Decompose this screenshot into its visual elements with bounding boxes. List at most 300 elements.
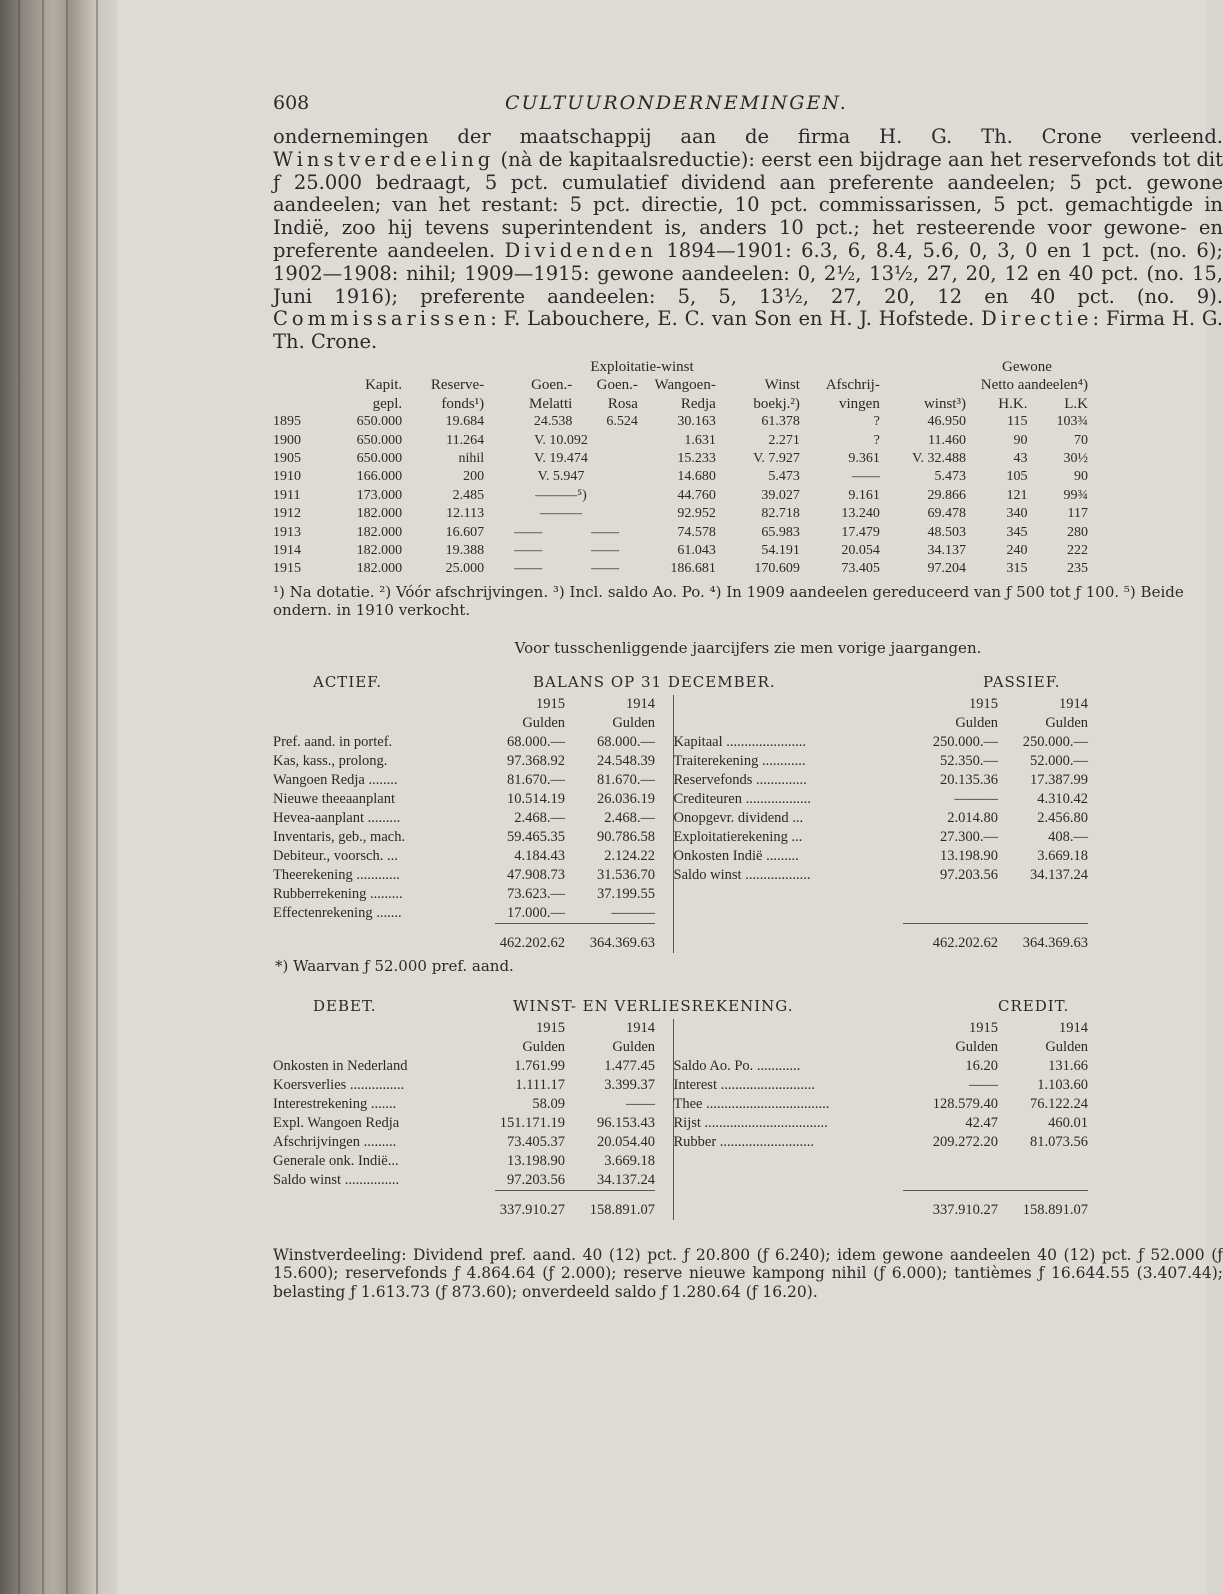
table-cell: ——: [591, 524, 620, 540]
amount-1915: 27.300.—: [940, 828, 998, 845]
exploitation-row: [273, 505, 1088, 523]
running-title: CULTUURONDERNEMINGEN.: [505, 92, 848, 114]
empty-cell: [998, 1171, 1088, 1191]
table-cell: ——: [514, 543, 543, 559]
column-divider: [655, 847, 673, 866]
line-item-label: Kapitaal ......................: [673, 733, 806, 750]
exploitation-table: [273, 358, 1088, 579]
table-cell: V. 10.092: [534, 432, 588, 448]
amount-1914: 76.122.24: [1030, 1095, 1088, 1112]
table-cell: 5.473: [768, 469, 800, 485]
line-item-label: Generale onk. Indië...: [273, 1152, 399, 1169]
amount-1915: 97.203.56: [940, 866, 998, 883]
col-header: Reserve-: [430, 377, 485, 394]
table-cell: 170.609: [754, 561, 800, 577]
unit-label: Gulden: [1045, 1038, 1088, 1055]
year-1915: 1915: [969, 1019, 998, 1036]
table-cell: 16.607: [445, 524, 485, 540]
table-cell: 74.578: [677, 524, 716, 540]
table-cell: 182.000: [356, 506, 403, 522]
exploitation-header-row-1: [273, 376, 1088, 394]
pnl-rows: [273, 1057, 1088, 1191]
amount-1914: 3.669.18: [604, 1152, 655, 1169]
total-1914: 158.891.07: [565, 1190, 655, 1220]
pnl-table: [273, 1019, 1088, 1220]
intro-paragraph: [273, 126, 1223, 354]
commissarissen-label: Commissarissen: [273, 307, 491, 331]
year-1915: 1915: [969, 695, 998, 712]
column-divider: [655, 1152, 673, 1171]
amount-1914: 81.670.—: [597, 771, 655, 788]
column-divider: [655, 1057, 673, 1076]
col-header: Melatti: [528, 395, 573, 412]
amount-1915: 73.405.37: [507, 1133, 565, 1150]
line-item-label: Expl. Wangoen Redja: [273, 1114, 400, 1131]
table-cell: 48.503: [927, 524, 966, 540]
amount-1914: 34.137.24: [597, 1171, 655, 1188]
amount-1914: 17.387.99: [1030, 771, 1088, 788]
tusschenliggende-note: Voor tusschenliggende jaarcijfers zie men vorige jaargangen.: [514, 638, 982, 657]
line-item-label: Interest ..........................: [673, 1076, 815, 1093]
table-cell: 345: [1006, 524, 1028, 540]
column-divider: [655, 904, 673, 924]
statement-row: [273, 752, 1088, 771]
table-cell: 235: [1067, 561, 1088, 577]
total-1914: 364.369.63: [998, 923, 1088, 953]
balance-totals-row: [273, 923, 1088, 953]
amount-1915: 16.20: [965, 1057, 998, 1074]
col-header: vingen: [839, 395, 880, 412]
line-item-label: Wangoen Redja ........: [273, 771, 398, 788]
col-header: boekj.²): [753, 395, 800, 412]
col-header: winst³): [923, 395, 966, 412]
unit-label: Gulden: [955, 1038, 998, 1055]
year-1914: 1914: [626, 1019, 655, 1036]
table-cell: 650.000: [356, 451, 403, 466]
line-item-label: Pref. aand. in portef.: [273, 733, 393, 750]
line-item-label: Koersverlies ...............: [273, 1076, 405, 1093]
col-header: Goen.-: [596, 377, 638, 394]
pnl-unit-row: [273, 1038, 1088, 1057]
col-header: Wangoen-: [654, 377, 716, 394]
table-cell: 1900: [273, 432, 301, 448]
amount-1914: 68.000.—: [597, 733, 655, 750]
book-page: [118, 0, 1223, 1594]
debet-title: DEBET.: [313, 996, 377, 1015]
col-header: Afschrij-: [825, 377, 880, 394]
exploitation-group-row: [273, 358, 1088, 376]
directie-label: Directie: [981, 307, 1093, 331]
exploitation-row: [273, 413, 1088, 431]
exploitation-row: [273, 542, 1088, 560]
unit-label: Gulden: [612, 714, 655, 731]
empty-cell: [998, 904, 1088, 924]
table-cell: ?: [873, 414, 880, 430]
column-divider: [655, 809, 673, 828]
table-cell: 70: [1074, 432, 1088, 448]
amount-1914: 96.153.43: [597, 1114, 655, 1131]
amount-1914: 1.477.45: [604, 1057, 655, 1074]
amount-1915: 59.465.35: [507, 828, 565, 845]
year-1915: 1915: [536, 1019, 565, 1036]
dividenden-label: Dividenden: [504, 238, 657, 262]
amount-1914: 24.548.39: [597, 752, 655, 769]
exploitation-header-row-2: [273, 395, 1088, 413]
amount-1914: 4.310.42: [1037, 790, 1088, 807]
table-cell: 19.388: [445, 543, 485, 559]
balance-unit-row: [273, 714, 1088, 733]
table-cell: 44.760: [677, 487, 716, 503]
amount-1914: 31.536.70: [597, 866, 655, 883]
amount-1915: 209.272.20: [932, 1133, 998, 1150]
line-item-label: Exploitatierekening ...: [673, 828, 803, 845]
table-cell: 1912: [273, 506, 301, 522]
table-cell: 1.631: [684, 432, 716, 448]
col-header: gepl.: [372, 395, 403, 412]
table-cell: 30.163: [677, 414, 716, 430]
line-item-label: Onkosten Indië .........: [673, 847, 799, 864]
table-cell: ——: [514, 524, 543, 540]
unit-label: Gulden: [1045, 714, 1088, 731]
page-content: [273, 92, 1223, 1301]
table-cell: ——: [851, 469, 880, 485]
exploitation-row: [273, 487, 1088, 505]
amount-1914: 90.786.58: [597, 828, 655, 845]
table-cell: 92.952: [677, 506, 716, 522]
empty-cell: [903, 904, 998, 924]
line-item-label: Kas, kass., prolong.: [273, 752, 388, 769]
balance-footnote: *) Waarvan ƒ 52.000 pref. aand.: [275, 956, 514, 975]
table-cell: 182.000: [356, 561, 403, 577]
empty-cell: [998, 1152, 1088, 1171]
statement-row: [273, 828, 1088, 847]
amount-1915: 151.171.19: [499, 1114, 565, 1131]
running-header: [273, 92, 1223, 126]
table-cell: 1915: [273, 561, 301, 577]
balance-title: BALANS OP 31 DECEMBER.: [533, 672, 776, 691]
intro-text-3: 1894—1901: 6.3, 6, 8.4, 5.6, 0, 3, 0 en 1 pct. (no. 6); 1902—1908: nihil; 1909—1915: gewone aandeelen: 0, 2½, 13½, 27, 20, 12 en 40 pct. (no. 15, Juni 1916); preferente aandeelen: 5, 5, 13½, 27, 20, 12 en 40 pct. (no. 9).: [273, 238, 1223, 308]
line-item-label: Debiteur., voorsch. ...: [273, 847, 398, 864]
amount-1914: 34.137.24: [1030, 866, 1088, 883]
line-item-label: Hevea-aanplant .........: [273, 809, 401, 826]
column-divider: [655, 1133, 673, 1152]
column-divider: [655, 866, 673, 885]
table-cell: 30½: [1063, 451, 1088, 466]
table-cell: 1910: [273, 469, 301, 485]
empty-cell: [673, 1171, 903, 1191]
table-cell: ——: [591, 543, 620, 559]
pnl-heading: [273, 997, 1223, 1019]
exploitation-footnotes: ¹) Na dotatie. ²) Vóór afschrijvingen. ³) Incl. saldo Ao. Po. ⁴) In 1909 aandeelen gereduceerd van ƒ 500 tot ƒ 100. ⁵) Beide ondern. in 1910 verkocht.: [273, 582, 1184, 619]
column-divider: [655, 1171, 673, 1191]
intro-text-1: ondernemingen der maatschappij aan de firma H. G. Th. Crone verleend.: [273, 125, 1223, 148]
col-header: fonds¹): [441, 395, 485, 412]
statement-row: [273, 904, 1088, 924]
table-cell: 39.027: [761, 487, 800, 503]
table-cell: 340: [1006, 506, 1028, 522]
amount-1914: 3.669.18: [1037, 847, 1088, 864]
table-cell: 9.161: [848, 487, 880, 503]
table-cell: 61.378: [761, 414, 800, 430]
col-header: Rosa: [607, 395, 638, 412]
amount-1915: 13.198.90: [507, 1152, 565, 1169]
column-divider: [655, 771, 673, 790]
table-cell: 17.479: [841, 524, 880, 540]
amount-1914: 2.124.22: [604, 847, 655, 864]
table-cell: 25.000: [445, 561, 485, 577]
empty-cell: [998, 885, 1088, 904]
table-cell: 5.473: [934, 469, 966, 485]
statement-row: [273, 1133, 1088, 1152]
table-cell: 90: [1074, 469, 1088, 485]
table-cell: 12.113: [446, 506, 485, 522]
line-item-label: Onkosten in Nederland: [273, 1057, 408, 1074]
line-item-label: Traiterekening ............: [673, 752, 806, 769]
column-divider: [655, 1076, 673, 1095]
column-divider: [655, 1095, 673, 1114]
statement-row: [273, 771, 1088, 790]
table-cell: 14.680: [677, 469, 716, 485]
table-cell: V. 5.947: [537, 469, 585, 485]
table-cell: 11.264: [446, 432, 485, 448]
table-cell: 650.000: [356, 414, 403, 430]
group-label-exploitatie: Exploitatie-winst: [590, 358, 694, 375]
amount-1914: ———: [611, 904, 655, 921]
amount-1915: 81.670.—: [507, 771, 565, 788]
table-cell: 61.043: [677, 543, 716, 559]
table-cell: 82.718: [761, 506, 800, 522]
table-cell: 2.271: [768, 432, 800, 448]
group-label-gewone: Gewone: [1001, 358, 1052, 375]
line-item-label: Saldo Ao. Po. ............: [673, 1057, 801, 1074]
unit-label: Gulden: [522, 1038, 565, 1055]
total-1915: 462.202.62: [495, 923, 565, 953]
line-item-label: Afschrijvingen .........: [273, 1133, 397, 1150]
table-cell: 182.000: [356, 543, 403, 559]
col-header: L.K: [1064, 395, 1088, 412]
column-divider: [655, 790, 673, 809]
col-header: Redja: [680, 395, 716, 412]
line-item-label: Inventaris, geb., mach.: [273, 828, 406, 845]
table-cell: 34.137: [927, 543, 966, 559]
amount-1914: 2.468.—: [604, 809, 655, 826]
exploitation-row: [273, 468, 1088, 486]
table-cell: 69.478: [927, 506, 966, 522]
empty-cell: [903, 1152, 998, 1171]
table-cell: 15.233: [677, 451, 716, 466]
statement-row: [273, 733, 1088, 752]
statement-row: [273, 847, 1088, 866]
statement-row: [273, 1171, 1088, 1191]
pnl-title: WINST- EN VERLIESREKENING.: [513, 996, 794, 1015]
table-cell: 315: [1006, 561, 1028, 577]
line-item-label: Interestrekening .......: [273, 1095, 397, 1112]
table-cell: 6.524: [606, 414, 638, 430]
table-cell: 90: [1013, 432, 1028, 448]
line-item-label: Saldo winst ..................: [673, 866, 811, 883]
table-cell: 166.000: [356, 469, 403, 485]
table-cell: 54.191: [761, 543, 800, 559]
empty-cell: [673, 885, 903, 904]
amount-1915: 1.761.99: [514, 1057, 565, 1074]
amount-1914: 52.000.—: [1030, 752, 1088, 769]
statement-row: [273, 1057, 1088, 1076]
statement-row: [273, 1095, 1088, 1114]
actief-title: ACTIEF.: [313, 672, 383, 691]
table-cell: 20.054: [841, 543, 880, 559]
empty-cell: [673, 904, 903, 924]
line-item-label: Crediteuren ..................: [673, 790, 811, 807]
amount-1914: 460.01: [1048, 1114, 1088, 1131]
col-header: Goen.-: [531, 377, 573, 394]
line-item-label: Rubber ..........................: [673, 1133, 815, 1150]
line-item-label: Rijst ..................................: [673, 1114, 828, 1131]
amount-1915: 97.203.56: [507, 1171, 565, 1188]
amount-1914: 1.103.60: [1037, 1076, 1088, 1093]
table-cell: 200: [463, 469, 485, 485]
book-edge: [0, 0, 118, 1594]
balance-table: [273, 695, 1088, 953]
statement-row: [273, 866, 1088, 885]
amount-1915: 58.09: [532, 1095, 565, 1112]
amount-1915: 128.579.40: [932, 1095, 998, 1112]
table-cell: nihil: [458, 451, 485, 466]
table-cell: 186.681: [670, 561, 716, 577]
empty-cell: [903, 1171, 998, 1191]
amount-1915: 1.111.17: [515, 1076, 565, 1093]
statement-row: [273, 1152, 1088, 1171]
statement-row: [273, 1114, 1088, 1133]
exploitation-row: [273, 450, 1088, 468]
table-cell: ———⁵): [535, 487, 587, 503]
total-1914: 158.891.07: [998, 1190, 1088, 1220]
column-divider: [655, 828, 673, 847]
amount-1915: 42.47: [965, 1114, 998, 1131]
intro-text-5: : Firma H. G. Th. Crone.: [273, 307, 1223, 354]
table-cell: 1895: [273, 414, 301, 430]
pnl-totals-row: [273, 1190, 1088, 1220]
table-cell: 46.950: [927, 414, 966, 430]
table-cell: 97.204: [927, 561, 966, 577]
table-cell: 1911: [273, 487, 301, 503]
col-header: Kapit.: [365, 377, 403, 394]
table-cell: 1914: [273, 543, 301, 559]
credit-title: CREDIT.: [998, 996, 1070, 1015]
amount-1914: 26.036.19: [597, 790, 655, 807]
amount-1915: 97.368.92: [507, 752, 565, 769]
table-cell: ——: [591, 561, 620, 577]
line-item-label: Reservefonds ..............: [673, 771, 807, 788]
year-1915: 1915: [536, 695, 565, 712]
table-cell: 19.684: [445, 414, 485, 430]
passief-title: PASSIEF.: [983, 672, 1061, 691]
year-1914: 1914: [626, 695, 655, 712]
intro-text-2: (nà de kapitaalsreductie): eerst een bijdrage aan het reservefonds tot dit ƒ 25.000 bedraagt, 5 pct. cumulatief dividend aan preferente aandeelen; 5 pct. gewone aandeelen; van het restant: 5 pct. directie, 10 pct. commissarissen, 5 pct. gemachtigde in Indië, zoo hij tevens superintendent is, anders 10 pct.; het resteerende voor gewone- en preferente aandeelen.: [273, 147, 1223, 262]
table-cell: V. 19.474: [534, 451, 588, 466]
amount-1914: 37.199.55: [597, 885, 655, 902]
col-header: Winst: [764, 377, 800, 394]
line-item-label: Nieuwe theeaanplant: [273, 790, 395, 807]
column-divider: [655, 885, 673, 904]
pnl-years-row: [273, 1019, 1088, 1038]
table-cell: 11.460: [927, 432, 966, 448]
table-cell: 121: [1006, 487, 1028, 503]
year-1914: 1914: [1059, 695, 1088, 712]
table-cell: 117: [1067, 506, 1088, 522]
amount-1915: ——: [969, 1076, 998, 1093]
table-cell: 73.405: [841, 561, 880, 577]
empty-cell: [673, 1152, 903, 1171]
table-cell: 29.866: [927, 487, 966, 503]
table-cell: 9.361: [848, 451, 880, 466]
col-header: H.K.: [998, 395, 1028, 412]
amount-1915: 73.623.—: [507, 885, 565, 902]
unit-label: Gulden: [612, 1038, 655, 1055]
table-cell: 222: [1067, 543, 1088, 559]
amount-1915: ———: [954, 790, 998, 807]
table-cell: 103¾: [1056, 414, 1088, 430]
table-cell: ?: [873, 432, 880, 448]
amount-1915: 52.350.—: [940, 752, 998, 769]
unit-label: Gulden: [955, 714, 998, 731]
table-cell: 115: [1006, 414, 1028, 430]
winstverdeeling-paragraph: Winstverdeeling: Dividend pref. aand. 40 (12) pct. ƒ 20.800 (ƒ 6.240); idem gewone aandeelen 40 (12) pct. ƒ 52.000 (ƒ 15.600); reservefonds ƒ 4.864.64 (ƒ 2.000); reserve nieuwe kampong nihil (ƒ 6.000); tantièmes ƒ 16.644.55 (3.407.44); belasting ƒ 1.613.73 (ƒ 873.60); onverdeeld saldo ƒ 1.280.64 (ƒ 16.20).: [273, 1245, 1223, 1301]
table-cell: V. 32.488: [912, 451, 966, 466]
col-header: Netto aandeelen⁴): [980, 377, 1088, 394]
amount-1915: 2.014.80: [947, 809, 998, 826]
column-divider: [655, 752, 673, 771]
balance-heading: [273, 673, 1223, 695]
column-divider: [655, 733, 673, 752]
page-number: 608: [273, 92, 310, 114]
statement-row: [273, 809, 1088, 828]
amount-1914: 3.399.37: [604, 1076, 655, 1093]
statement-row: [273, 1076, 1088, 1095]
amount-1914: 131.66: [1048, 1057, 1088, 1074]
empty-cell: [903, 885, 998, 904]
line-item-label: Onopgevr. dividend ...: [673, 809, 804, 826]
table-cell: 2.485: [452, 487, 485, 503]
exploitation-row: [273, 560, 1088, 578]
column-divider: [655, 1114, 673, 1133]
table-cell: ——: [514, 561, 543, 577]
amount-1914: 20.054.40: [597, 1133, 655, 1150]
table-cell: 650.000: [356, 432, 403, 448]
amount-1914: 408.—: [1048, 828, 1088, 845]
table-cell: 280: [1067, 524, 1088, 540]
amount-1915: 47.908.73: [507, 866, 565, 883]
line-item-label: Theerekening ............: [273, 866, 400, 883]
amount-1915: 13.198.90: [940, 847, 998, 864]
amount-1915: 68.000.—: [507, 733, 565, 750]
exploitation-row: [273, 432, 1088, 450]
amount-1914: 2.456.80: [1037, 809, 1088, 826]
statement-row: [273, 790, 1088, 809]
exploitation-rows: [273, 413, 1088, 579]
table-cell: 182.000: [356, 524, 403, 540]
table-cell: 173.000: [356, 487, 403, 503]
table-cell: 65.983: [761, 524, 800, 540]
winstverdeeling-label: Winstverdeeling: [273, 147, 495, 171]
table-cell: ———: [540, 506, 583, 522]
line-item-label: Thee ..................................: [673, 1095, 830, 1112]
table-cell: V. 7.927: [753, 451, 800, 466]
table-cell: 99¾: [1063, 487, 1088, 503]
statement-row: [273, 885, 1088, 904]
balance-years-row: [273, 695, 1088, 714]
table-cell: 24.538: [533, 414, 573, 430]
table-cell: 43: [1013, 451, 1028, 466]
